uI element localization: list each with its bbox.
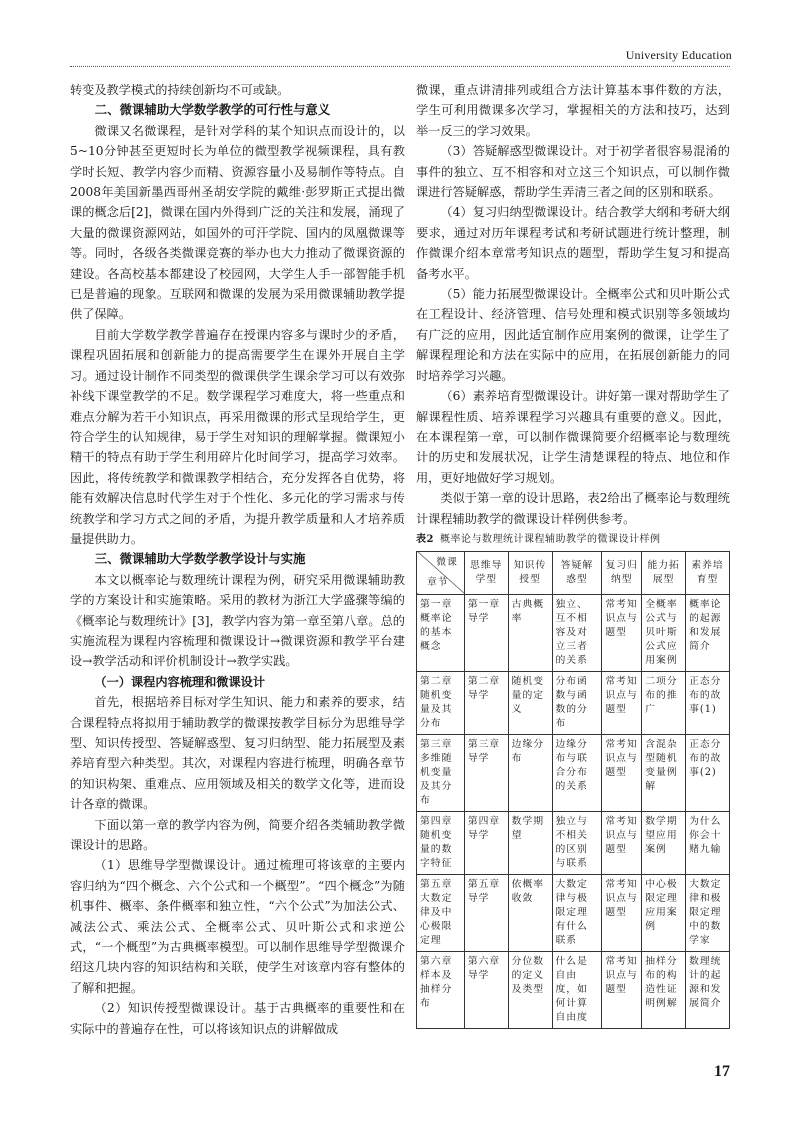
table-cell: 第五章大数定律及中心极限定理 <box>417 874 465 951</box>
left-column <box>70 80 405 1039</box>
table-row <box>417 734 730 811</box>
micro-course-design-table <box>416 551 730 1029</box>
table-cell: 第四章导学 <box>464 811 508 874</box>
table-cell: 第二章随机变量及其分布 <box>417 671 465 734</box>
table-cell: 全概率公式与贝叶斯公式应用案例 <box>642 594 686 671</box>
table-cell: 边缘分布与联合分布的关系 <box>552 734 602 811</box>
paragraph: 下面以第一章的教学内容为例，简要介绍各类辅助教学微课设计的思路。 <box>70 817 405 853</box>
table-cell: 数学期望应用案例 <box>642 811 686 874</box>
paragraph: （5）能力拓展型微课设计。全概率公式和贝叶斯公式在工程设计、经济管理、信号处理和模式识别等多领域均有广泛的应用，因此适宜制作应用案例的微课，让学生了解课程理论和方法在实际中的应用，在拓展创新能力的同时培养学习兴趣。 <box>416 287 730 383</box>
table-row <box>417 951 730 1028</box>
right-column <box>416 80 730 1029</box>
column-header: 复习归纳型 <box>602 551 642 594</box>
table-header-row <box>417 551 730 594</box>
table-cell: 常考知识点与题型 <box>602 734 642 811</box>
table-cell: 数理统计的起源和发展简介 <box>686 951 730 1028</box>
table-cell: 第一章概率论的基本概念 <box>417 594 465 671</box>
table-cell: 第五章导学 <box>464 874 508 951</box>
column-header: 知识传授型 <box>508 551 552 594</box>
table-cell: 第四章随机变量的数字特征 <box>417 811 465 874</box>
paragraph: （3）答疑解惑型微课设计。对于初学者很容易混淆的事件的独立、互不相容和对立这三个知识点，可以制作微课进行答疑解惑，帮助学生弄清三者之间的区别和联系。 <box>416 144 730 200</box>
table-cell: 大数定律与极限定理有什么联系 <box>552 874 602 951</box>
table-corner-cell <box>417 551 465 594</box>
paragraph: 微课又名微课程，是针对学科的某个知识点而设计的，以5~10分钟甚至更短时长为单位的微型教学视频课程，具有教学时长短、教学内容少而精、资源容量小及易制作等特点。自2008年美国新墨西哥州圣胡安学院的戴维·彭罗斯正式提出微课的概念后[2]，微课在国内外得到广泛的关注和发展，涌现了大量的微课资源网站，如国外的可汗学院、国内的凤凰微课等等。同时，各级各类微课竞赛的举办也大力推动了微课资源的建设。各高校基本都建设了校园网，大学生人手一部智能手机已是普遍的现象。互联网和微课的发展为采用微课辅助教学提供了保障。 <box>70 123 405 322</box>
paragraph: 本文以概率论与数理统计课程为例，研究采用微课辅助教学的方案设计和实施策略。采用的教材为浙江大学盛骤等编的《概率论与数理统计》[3]，教学内容为第一章至第八章。总的实施流程为课程内容梳理和微课设计→微课资源和教学平台建设→教学活动和评价机制设计→教学实践。 <box>70 572 405 669</box>
table-row <box>417 671 730 734</box>
continuation-text: 转变及教学模式的持续创新均不可或缺。 <box>70 83 290 97</box>
table-caption-text: 概率论与数理统计课程辅助教学的微课设计样例 <box>439 533 661 545</box>
subsection-heading: （一）课程内容梳理和微课设计 <box>94 674 266 689</box>
paragraph: （4）复习归纳型微课设计。结合教学大纲和考研大纲要求，通过对历年课程考试和考研试题进行统计整理，制作微课介绍本章常考知识点的题型，帮助学生复习和提高备考水平。 <box>416 205 730 281</box>
table-cell: 数学期望 <box>508 811 552 874</box>
table-cell: 第六章导学 <box>464 951 508 1028</box>
column-header: 能力拓展型 <box>642 551 686 594</box>
table-cell: 中心极限定理应用案例 <box>642 874 686 951</box>
paragraph: （2）知识传授型微课设计。基于古典概率的重要性和在实际中的普遍存在性，可以将该知识点的讲解做成 <box>70 1001 405 1036</box>
table-cell: 第一章导学 <box>464 594 508 671</box>
paragraph: 首先，根据培养目标对学生知识、能力和素养的要求，结合课程特点将拟用于辅助教学的微课按教学目标分为思维导学型、知识传授型、答疑解惑型、复习归纳型、能力拓展型及素养培育型六种类型。其次，对课程内容进行梳理，明确各章节的知识构架、重难点、应用领域及相关的数学文化等，进而设计各章的微课。 <box>70 695 405 812</box>
table-cell: 古典概率 <box>508 594 552 671</box>
paragraph: （1）思维导学型微课设计。通过梳理可将该章的主要内容归纳为“四个概念、六个公式和一个概型”。“四个概念”为随机事件、概率、条件概率和独立性，“六个公式”为加法公式、减法公式、乘法公式、全概率公式、贝叶斯公式和求逆公式，“一个概型”为古典概率模型。可以制作思维导学型微课介绍这几块内容的知识结构和关联，使学生对该章内容有整体的了解和把握。 <box>70 858 405 995</box>
column-header: 素养培育型 <box>686 551 730 594</box>
table-cell: 常考知识点与题型 <box>602 811 642 874</box>
table-cell: 常考知识点与题型 <box>602 951 642 1028</box>
table-cell: 正态分布的故事(1) <box>686 671 730 734</box>
column-header: 答疑解惑型 <box>552 551 602 594</box>
table-caption <box>416 533 730 547</box>
paragraph: （6）素养培育型微课设计。讲好第一课对帮助学生了解课程性质、培养课程学习兴趣具有重要的意义。因此，在本课程第一章，可以制作微课简要介绍概率论与数理统计的历史和发展状况，让学生清楚课程的特点、地位和作用，更好地做好学习规划。 <box>416 389 730 485</box>
corner-top-label: 微课 <box>436 556 458 568</box>
table-cell: 第二章导学 <box>464 671 508 734</box>
table-cell: 独立与不相关的区别与联系 <box>552 811 602 874</box>
paragraph: 类似于第一章的设计思路，表2给出了概率论与数理统计课程辅助教学的微课设计样例供参考。 <box>416 491 730 526</box>
continuation-text: 微课，重点讲清排列或组合方法计算基本事件数的方法，学生可利用微课多次学习，掌握相关的方法和技巧，达到举一反三的学习效果。 <box>416 83 730 138</box>
table-cell: 二项分布的推广 <box>642 671 686 734</box>
section-heading: 二、微课辅助大学数学教学的可行性与意义 <box>94 102 331 118</box>
table-cell: 正态分布的故事(2) <box>686 734 730 811</box>
paragraph: 目前大学数学教学普遍存在授课内容多与课时少的矛盾，课程巩固拓展和创新能力的提高需要学生在课外开展自主学习。通过设计制作不同类型的微课供学生课余学习可以有效弥补线下课堂教学的不足。数学课程学习难度大，将一些重点和难点分解为若干小知识点，再采用微课的形式呈现给学生，更符合学生的认知规律，易于学生对知识的理解掌握。微课短小精干的特点有助于学生利用碎片化时间学习，提高学习效率。因此，将传统教学和微课教学相结合，充分发挥各自优势，将能有效解决信息时代学生对于个性化、多元化的学习需求与传统教学和学习方式之间的矛盾，为提升教学质量和人才培养质量提供助力。 <box>70 327 405 546</box>
table-cell: 第六章样本及抽样分布 <box>417 951 465 1028</box>
table-cell: 抽样分布的构造性证明例解 <box>642 951 686 1028</box>
table-cell: 常考知识点与题型 <box>602 874 642 951</box>
page-number: 17 <box>714 1063 730 1080</box>
table-cell: 分位数的定义及类型 <box>508 951 552 1028</box>
table-cell: 常考知识点与题型 <box>602 594 642 671</box>
table-row <box>417 874 730 951</box>
table-cell: 分布函数与函数的分布 <box>552 671 602 734</box>
table-cell: 含混杂型随机变量例解 <box>642 734 686 811</box>
table-cell: 随机变量的定义 <box>508 671 552 734</box>
table-cell: 第三章导学 <box>464 734 508 811</box>
header-rule <box>70 66 730 67</box>
column-header: 思维导学型 <box>464 551 508 594</box>
table-cell: 什么是自由度，如何计算自由度 <box>552 951 602 1028</box>
table-cell: 为什么你会十赌九输 <box>686 811 730 874</box>
table-cell: 依概率收敛 <box>508 874 552 951</box>
table-cell: 第三章多维随机变量及其分布 <box>417 734 465 811</box>
table-cell: 概率论的起源和发展简介 <box>686 594 730 671</box>
table-cell: 边缘分布 <box>508 734 552 811</box>
table-row <box>417 811 730 874</box>
table-cell: 大数定律和极限定理中的数学家 <box>686 874 730 951</box>
table-caption-label: 表2 <box>416 533 434 545</box>
section-heading: 三、微课辅助大学数学教学设计与实施 <box>94 551 306 567</box>
table-cell: 独立、互不相容及对立三者的关系 <box>552 594 602 671</box>
table-cell: 常考知识点与题型 <box>602 671 642 734</box>
corner-bottom-label: 章节 <box>427 576 449 588</box>
table-row <box>417 594 730 671</box>
journal-header: University Education <box>625 48 732 62</box>
